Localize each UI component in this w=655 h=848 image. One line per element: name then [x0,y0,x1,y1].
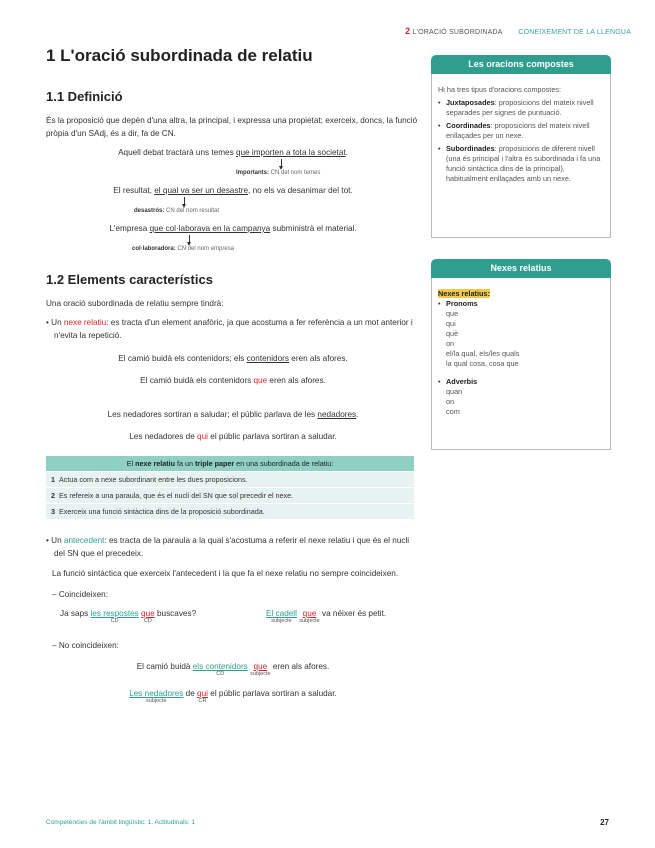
adverb-list [438,387,604,417]
bullet-text: Un [51,318,64,327]
sidebar-box-relative-nexes [431,263,611,450]
item-text: : proposicions de diferent nivell (una és principal i l'altra és subordinada i fa una funció sintàctica dins de la principal), habitualment enllaçades amb un nexe. [446,144,601,183]
function-label: CR [198,698,207,704]
sidebar-box-body [432,267,610,423]
example-text: subministrà el material. [270,224,357,233]
annotation-word: desastrós: [134,208,165,214]
list-item: on [446,339,455,348]
antecedent-text: El cadell [266,609,297,618]
bullet-text: : es tracta de la paraula a la qual s'acostuma a referir el nexe relatiu i que és el nucli del SN que el precedeix. [54,536,410,558]
sidebar-list [438,299,604,309]
relative-word: qui [197,432,208,441]
arrow-icon [184,197,185,205]
example-text: Les nedadores de [129,432,198,441]
chapter-label [405,26,503,36]
footer-text: Competències de l'àmbit lingüístic: 1. Actitudinals: 1 [46,819,196,826]
annotation-text: CN del nom temes [269,170,321,176]
function-label: subjecte [146,698,167,704]
bullet-nexe: • Un nexe relatiu: es tracta d'un element anafòric, ja que acostuma a fer referència a un mot anterior i n'evita la repetició. [46,318,413,340]
sidebar-box-compound-sentences [431,59,611,238]
table-header [46,456,414,472]
example-2 [46,186,420,220]
header-bold: triple paper [195,459,235,468]
list-item [438,144,604,184]
bullet-text: Un [51,536,64,545]
example-text: El resultat, [113,186,155,195]
chapter-title: L'ORACIÓ SUBORDINADA [412,29,503,36]
function-label: subjecte [299,618,320,624]
header-text: fa un [175,459,196,468]
table-cell [46,488,414,504]
sidebar-list [438,98,604,184]
row-text: Es refereix a una paraula, que és el nucli del SN que sol precedir el nexe. [59,491,294,500]
table-row [46,488,414,504]
list-item [438,377,604,387]
example-text: . [356,410,359,419]
antecedent-word [129,689,183,705]
list-item: on [446,397,455,406]
antecedent-word [91,609,139,625]
list-item [438,299,604,309]
example-text: L'empresa [109,224,150,233]
intro-text: Una oració subordinada de relatiu sempre tindrà: [46,299,224,308]
example-text: Aquell debat tractarà uns temes [118,148,236,157]
group-title: Pronoms [446,299,478,308]
item-text: : proposicions del mateix nivell separades per signes de puntuació. [446,98,594,117]
annotation [134,208,219,214]
item-term: Coordinades [446,121,491,130]
example-4b [46,376,420,390]
pronoun-list [438,309,604,369]
arrow-icon [281,159,282,167]
example-7 [266,609,386,625]
underlined-word: contenidors [246,354,289,363]
list-item: què [446,329,459,338]
header-text: El [126,459,136,468]
example-text: de [183,689,198,698]
row-text: Exerceix una funció sintàctica dins de la proposició subordinada. [59,507,265,516]
example-text: eren als afores. [267,376,326,385]
term-nexe: nexe relatiu [63,318,107,327]
antecedent-text: Les nedadores [129,689,184,698]
group-title: Adverbis [446,377,478,386]
example-text: buscaves? [154,609,197,618]
row-text: Actua com a nexe subordinant entre les dues proposicions. [59,475,248,484]
table-row [46,504,414,520]
section-heading-definicio: 1.1 Definició [46,89,123,104]
relative-text: que [302,609,317,618]
relative-text: qui [197,689,208,698]
antecedent-word [266,609,297,625]
relative-clause: el qual va ser un desastre [154,186,249,195]
list-item [438,98,604,118]
list-item: qui [446,319,456,328]
item-text: : proposicions del mateix nivell enllaçades per un nexe. [446,121,590,140]
definition-text: És la proposició que depèn d'una altra, la principal, i expressa una propietat; exerceix, doncs, la funció pròpia d'un SAdj, és a dir, fa de CN. [46,116,418,138]
relative-text: que [253,662,268,671]
row-number: 1 [51,475,55,484]
relative-word [197,689,208,705]
header-bold: nexe relatiu [135,459,176,468]
function-label: subjecte [250,671,271,677]
sidebar-box-body [432,63,610,190]
underlined-word: nedadores [317,410,357,419]
page-number: 27 [600,818,609,827]
section-label: CONEIXEMENT DE LA LLENGUA [518,29,631,36]
relative-clause: que col·laborava en la campanya [149,224,271,233]
sidebar-box-title: Nexes relatius [431,259,611,278]
list-item: que [446,309,459,318]
triple-role-table [46,456,414,519]
example-text: Les nedadores sortiran a saludar; el públic parlava de les [107,410,318,419]
example-5a [46,410,420,424]
example-8 [46,662,420,686]
table-row [46,472,414,488]
term-antecedent: antecedent [63,536,105,545]
list-item: la qual cosa, cosa que [446,359,519,368]
annotation [236,170,320,176]
relative-clause: que importen a tota la societat [235,148,346,157]
example-1 [46,148,420,180]
list-item: quan [446,387,463,396]
example-text: , no els va desanimar del tot. [248,186,353,195]
main-column [46,46,420,713]
item-term: Juxtaposades [446,98,495,107]
antecedent-text: les respostes [90,609,139,618]
example-4a [46,354,420,368]
function-label: CD [143,618,152,624]
example-text: El camió buidà [136,662,193,671]
label-coincideixen: – Coincideixen: [52,590,108,599]
sidebar-intro: Hi ha tres tipus d'oracions compostes: [438,85,562,94]
annotation-text: CN del nom resultat [164,208,220,214]
example-5b [46,432,420,446]
list-item: el/la qual, els/les quals [446,349,520,358]
list-item [438,121,604,141]
chapter-number: 2 [405,26,411,36]
relative-word [141,609,155,625]
example-text: el públic parlava sortiran a saludar. [207,689,337,698]
sidebar-list [438,377,604,387]
function-label: CD [110,618,119,624]
example-6 [60,609,196,625]
function-label: CD [216,671,225,677]
page-footer [46,819,609,826]
page-title: 1 L'oració subordinada de relatiu [46,46,313,65]
example-9 [46,689,420,713]
sidebar-box-title: Les oracions compostes [431,55,611,74]
table-cell [46,472,414,488]
bullet-antecedent: • Un antecedent: es tracta de la paraula a la qual s'acostuma a referir el nexe relatiu i que és el nucli del SN que el precedeix. [46,536,410,558]
table-cell [46,504,414,520]
antecedent-text: els contenidors [192,662,248,671]
example-text: eren als afores. [270,662,330,671]
running-header [405,26,631,36]
example-text: El camió buidà els contenidors; els [118,354,247,363]
annotation-word: col·laboradora: [132,246,176,252]
relative-word [299,609,320,625]
highlighted-label: Nexes relatius: [438,289,490,298]
example-3 [46,224,420,256]
relative-word: que [253,376,268,385]
paragraph-function: La funció sintàctica que exerceix l'antecedent i la que fa el nexe relatiu no sempre coincideixen. [52,569,399,578]
example-text: . [345,148,348,157]
section-heading-elements: 1.2 Elements característics [46,272,213,287]
table-header-row [46,456,414,472]
label-no-coincideixen: – No coincideixen: [52,641,119,650]
header-text: en una subordinada de relatiu: [234,459,334,468]
row-number: 3 [51,507,55,516]
annotation [132,246,234,252]
relative-word [250,662,271,678]
annotation-word: Importants: [236,170,269,176]
example-text: el públic parlava sortiran a saludar. [207,432,337,441]
bullet-text: : es tracta d'un element anafòric, ja que acostuma a fer referència a un mot anterior i n'evita la repetició. [54,318,413,340]
item-term: Subordinades [446,144,495,153]
example-text: va néixer és petit. [319,609,387,618]
relative-text: que [141,609,155,618]
examples-coincident [46,609,420,637]
example-text: El camió buidà els contenidors [140,376,254,385]
row-number: 2 [51,491,55,500]
antecedent-word [193,662,248,678]
example-text: eren als afores. [288,354,348,363]
example-text: Ja saps [60,609,91,618]
arrow-icon [189,235,190,243]
function-label: subjecte [271,618,292,624]
list-item: com [446,407,460,416]
annotation-text: CN del nom empresa [175,246,235,252]
